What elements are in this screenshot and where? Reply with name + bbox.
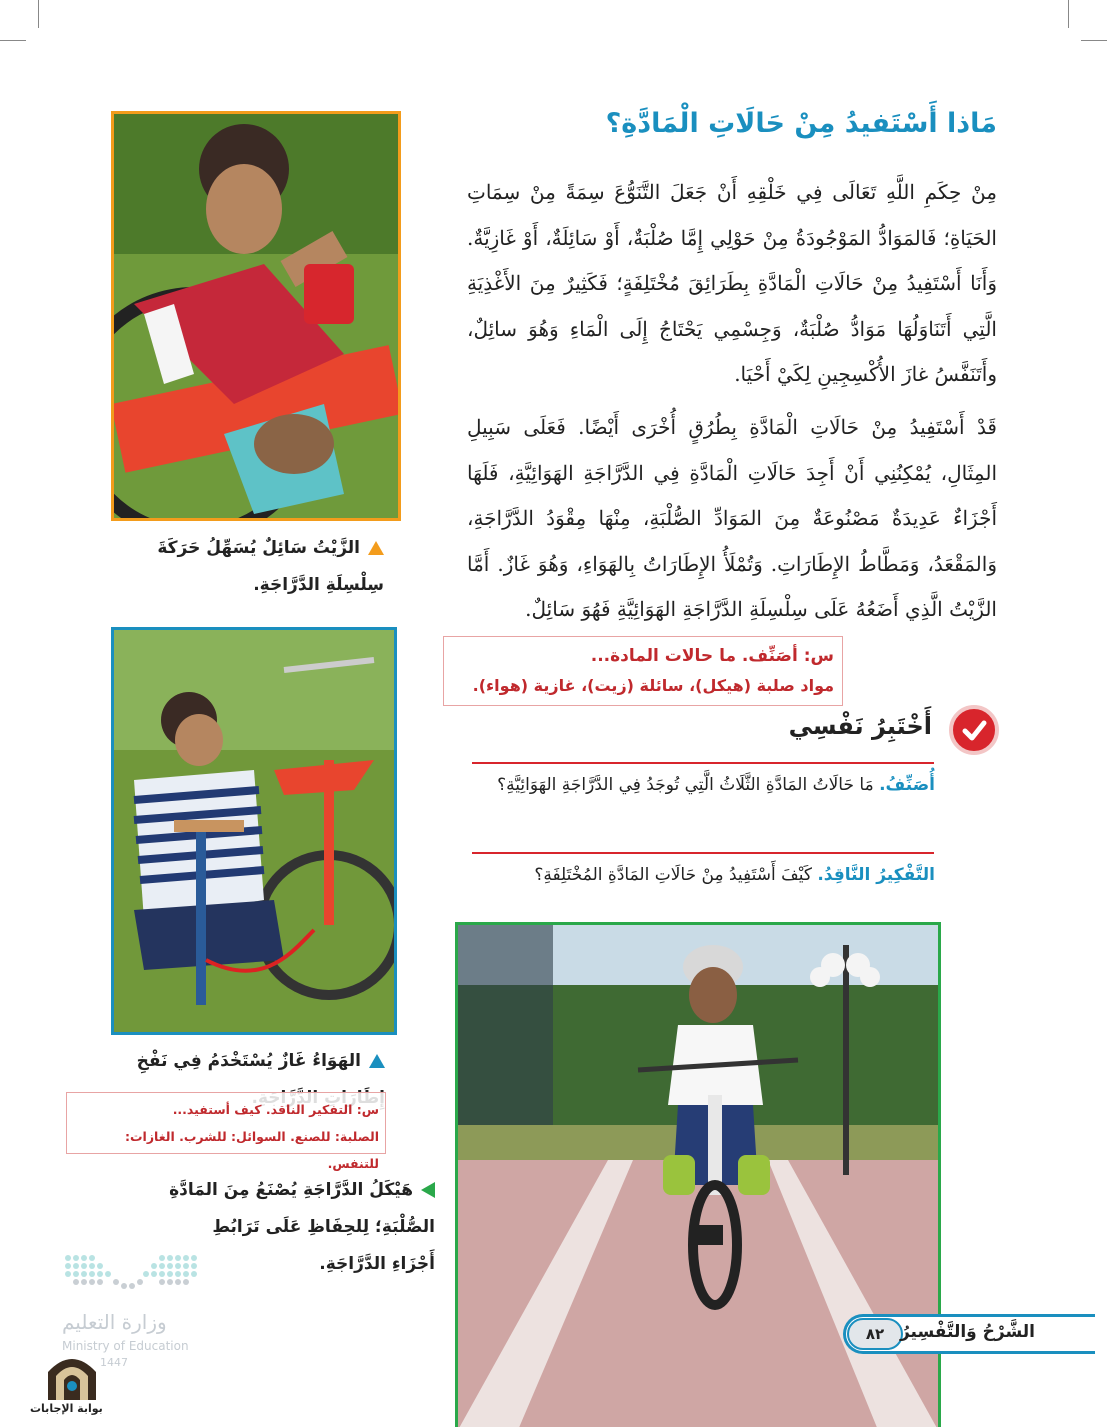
gate-logo-icon xyxy=(40,1350,104,1402)
ministry-name-arabic: وزارة التعليم xyxy=(62,1310,167,1334)
test-yourself-title: أَخْتَبِرُ نَفْسِي xyxy=(788,712,932,740)
answer-text: مواد صلبة (هيكل)، سائلة (زيت)، غازية (هواء). xyxy=(472,676,834,695)
exercise-classify xyxy=(473,765,935,805)
caption-text: الزَّيْتُ سَائِلٌ يُسَهِّلُ حَرَكَةَ سِلْسِلَةِ الدَّرَّاجَةِ. xyxy=(157,538,384,595)
exercise-text: كَيْفَ أَسْتَفِيدُ مِنْ حَالَاتِ المَادَّةِ المُخْتَلِفَةِ؟ xyxy=(534,865,812,885)
checkmark-icon xyxy=(949,705,999,755)
caption-text: هَيْكَلُ الدَّرَّاجَةِ يُصْنَعُ مِنَ المَادَّةِ الصُّلْبَةِ؛ لِلحِفَاظِ عَلَى تَرَابُطِ أَجْزَاءِ الدَّرَّاجَةِ. xyxy=(169,1180,435,1274)
page-title: مَاذا أَسْتَفيدُ مِنْ حَالَاتِ الْمَادَّةِ؟ xyxy=(605,108,997,139)
crop-mark xyxy=(0,40,26,41)
caption-oil xyxy=(144,530,384,604)
answer-question: س: أصَنِّف. ما حالات المادة... xyxy=(590,646,834,666)
divider xyxy=(472,852,934,854)
photo-oiling-chain xyxy=(111,111,401,521)
ministry-year: 1447 xyxy=(100,1356,128,1369)
photo-pumping-tire xyxy=(111,627,397,1035)
footer-section-title: الشَّرْحُ وَالتَّفْسِيرُ xyxy=(899,1322,1035,1342)
exercise-label: أُصَنِّفُ. xyxy=(879,775,935,795)
caption-frame xyxy=(165,1172,435,1283)
crop-mark xyxy=(1068,0,1069,28)
note-answer: الصلبة: للصنع. السوائل: للشرب. الغازات: للتنفس. xyxy=(124,1129,379,1171)
crop-mark xyxy=(38,0,39,28)
page-number: ٨٢ xyxy=(847,1318,903,1350)
ministry-name-english: Ministry of Education xyxy=(62,1339,189,1353)
answer-box xyxy=(443,636,843,706)
exercise-text: مَا حَالَاتُ المَادَّةِ الثَّلَاثُ الَّتِي تُوجَدُ فِي الدَّرَّاجَةِ الهَوَائِيَّةِ؟ xyxy=(497,775,874,795)
divider xyxy=(472,762,934,764)
paragraph-1: مِنْ حِكَمِ اللَّهِ تَعَالَى فِي خَلْقِهِ أَنْ جَعَلَ التَّنَوُّعَ سِمَةً مِنْ سِمَاتِ الحَيَاةِ؛ فَالمَوَادُّ المَوْجُودَةُ مِنْ حَوْلِي إِمَّا صُلْبَةٌ، أَوْ سَائِلَةٌ، أَوْ غَازِيَّةٌ. وَأَنَا أَسْتَفِيدُ مِنْ حَالَاتِ الْمَادَّةِ بِطَرَائِقَ مُخْتَلِفَةٍ؛ فَكَثِيرٌ مِنَ الأَغْذِيَةِ الَّتِي أَتَنَاوَلُهَا مَوَادُّ صُلْبَةٌ، وَجِسْمِي يَحْتَاجُ إِلَى الْمَاءِ وَهُوَ سائِلٌ، وأَتَنَفَّسُ غازَ الأُكْسِجِينِ لِكَيْ أَحْيَا. xyxy=(467,180,997,386)
triangle-icon xyxy=(369,1054,385,1068)
triangle-icon xyxy=(421,1182,435,1198)
paragraph-2: قَدْ أَسْتَفِيدُ مِنْ حَالَاتِ الْمَادَّةِ بِطُرُقٍ أُخْرَى أَيْضًا. فَعَلَى سَبِيلِ المِثَالِ، يُمْكِنُنِي أَنْ أَجِدَ حَالَاتِ الْمَادَّةِ فِي الدَّرَّاجَةِ الهَوَائِيَّةِ، فَلَهَا أَجْزَاءٌ عَدِيدَةٌ مَصْنُوعَةٌ مِنَ المَوَادِّ الصُّلْبَةِ، مِنْهَا مِقْوَدُ الدَّرَّاجَةِ، وَالمَقْعَدُ، وَمَطَّاطُ الإِطَارَاتِ. وَتُمْلَأُ الإِطَارَاتُ بِالهَوَاءِ، وَهُوَ غَازٌ. أَمَّا الزَّيْتُ الَّذِي أَضَعُهُ عَلَى سِلْسِلَةِ الدَّرَّاجَةِ الهَوَائِيَّةِ فَهُوَ سَائِلٌ. xyxy=(467,415,997,621)
note-question: س: التفكير الناقد. كيف أستفيد... xyxy=(172,1102,379,1117)
exercise-label: التَّفْكِيرُ النَّاقِدُ. xyxy=(817,865,935,885)
caption-text: الهَوَاءُ غَازٌ يُسْتَخْدَمُ فِي نَفْخِ xyxy=(136,1051,361,1071)
crop-mark xyxy=(1081,40,1107,41)
ministry-logo-icon xyxy=(62,1250,202,1300)
exercise-critical-thinking xyxy=(473,855,935,895)
triangle-icon xyxy=(368,541,384,555)
watermark-text: بوابة الإجابات xyxy=(30,1402,103,1415)
note-box xyxy=(66,1092,386,1171)
